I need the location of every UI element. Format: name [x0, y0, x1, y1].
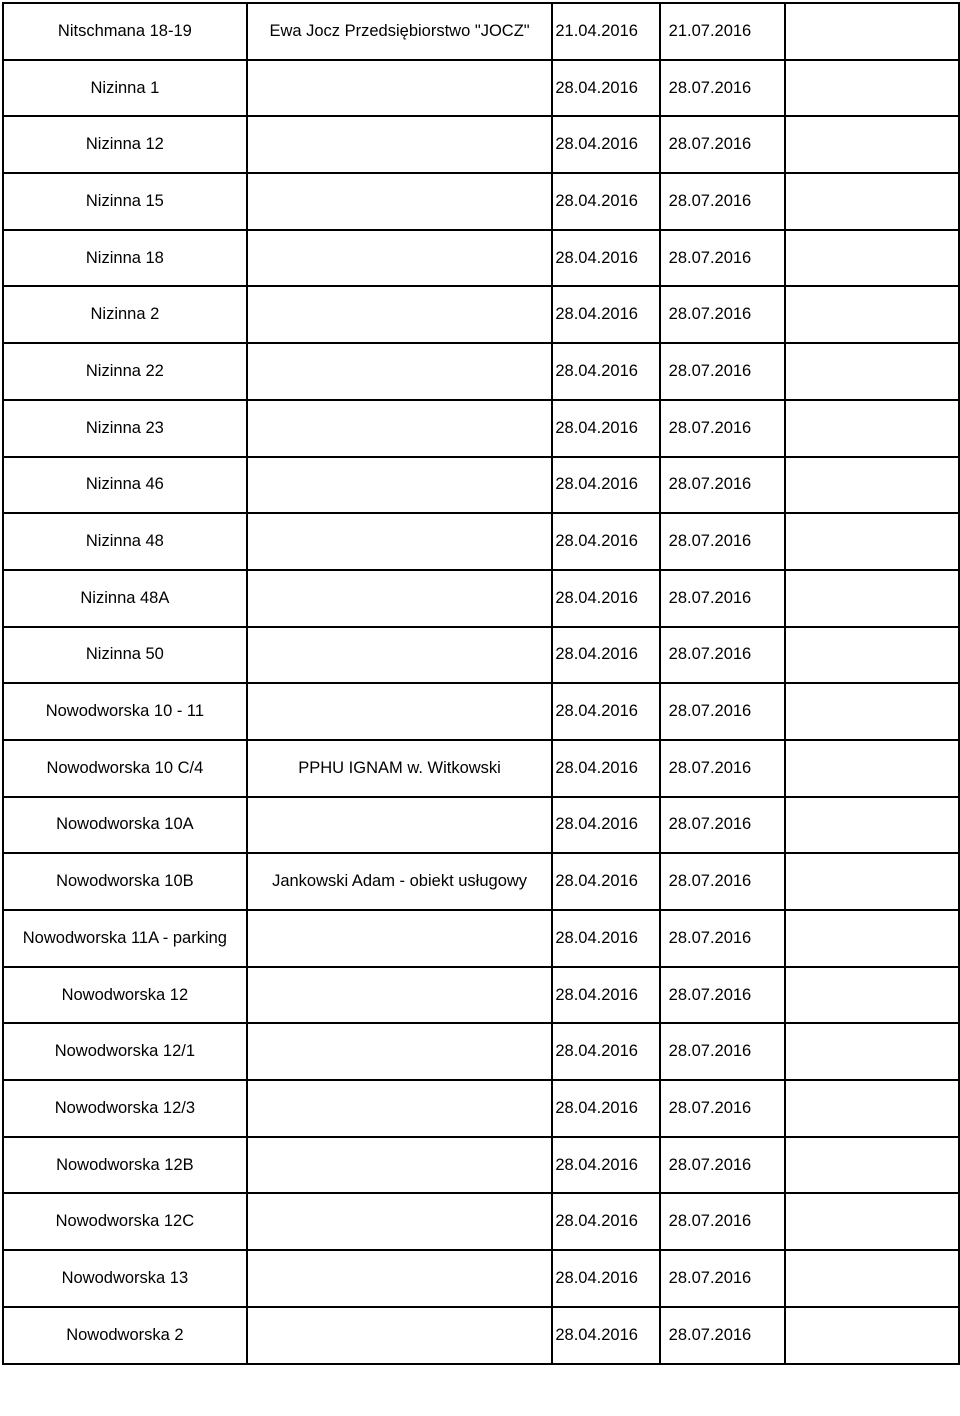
address-cell	[3, 3, 247, 60]
empty-cell	[785, 1023, 959, 1080]
start-date-cell: 28.04.2016	[552, 173, 659, 230]
table-row	[3, 853, 959, 910]
empty-cell	[785, 3, 959, 60]
start-date-cell: 28.04.2016	[552, 1023, 659, 1080]
table-row	[3, 1307, 959, 1364]
start-date-cell: 28.04.2016	[552, 230, 659, 287]
address-cell	[3, 967, 247, 1024]
address-cell	[3, 910, 247, 967]
start-date-cell: 28.04.2016	[552, 343, 659, 400]
start-date-cell: 28.04.2016	[552, 910, 659, 967]
address-text: Nizinna 15	[85, 191, 164, 210]
owner-cell	[247, 286, 553, 343]
end-date-cell: 28.07.2016	[660, 1137, 785, 1194]
table-row	[3, 400, 959, 457]
owner-cell	[247, 1137, 553, 1194]
end-date-cell: 21.07.2016	[660, 3, 785, 60]
address-text: Nowodworska 10 - 11	[45, 702, 205, 721]
empty-cell	[785, 1137, 959, 1194]
empty-cell	[785, 457, 959, 514]
table-row	[3, 230, 959, 287]
address-cell	[3, 683, 247, 740]
owner-cell	[247, 457, 553, 514]
owner-cell	[247, 400, 553, 457]
table-row	[3, 1137, 959, 1194]
table-row	[3, 343, 959, 400]
start-date-cell: 28.04.2016	[552, 570, 659, 627]
address-cell	[3, 286, 247, 343]
table-row	[3, 910, 959, 967]
address-text: Nowodworska 2	[66, 1325, 184, 1344]
empty-cell	[785, 910, 959, 967]
address-cell	[3, 343, 247, 400]
start-date-cell: 28.04.2016	[552, 286, 659, 343]
empty-cell	[785, 1193, 959, 1250]
address-cell	[3, 230, 247, 287]
start-date-cell: 28.04.2016	[552, 627, 659, 684]
end-date-cell: 28.07.2016	[660, 1080, 785, 1137]
address-text: Nowodworska 10 C/4	[46, 758, 204, 777]
empty-cell	[785, 230, 959, 287]
owner-cell	[247, 570, 553, 627]
owner-cell	[247, 1080, 553, 1137]
empty-cell	[785, 570, 959, 627]
table-row	[3, 683, 959, 740]
table-row	[3, 286, 959, 343]
address-cell	[3, 570, 247, 627]
table-row	[3, 3, 959, 60]
empty-cell	[785, 513, 959, 570]
address-text: Nizinna 22	[85, 361, 164, 380]
start-date-cell: 21.04.2016	[552, 3, 659, 60]
end-date-cell: 28.07.2016	[660, 1307, 785, 1364]
end-date-cell: 28.07.2016	[660, 910, 785, 967]
owner-cell	[247, 910, 553, 967]
address-text: Nizinna 46	[85, 475, 164, 494]
address-text: Nowodworska 10B	[56, 872, 194, 891]
table-row	[3, 797, 959, 854]
start-date-cell: 28.04.2016	[552, 1250, 659, 1307]
address-text: Nowodworska 12	[61, 985, 189, 1004]
address-text: Nizinna 50	[85, 645, 164, 664]
end-date-cell: 28.07.2016	[660, 1193, 785, 1250]
address-text: Nowodworska 10A	[56, 815, 194, 834]
empty-cell	[785, 967, 959, 1024]
owner-cell	[247, 1250, 553, 1307]
owner-cell	[247, 60, 553, 117]
empty-cell	[785, 683, 959, 740]
owner-cell	[247, 1193, 553, 1250]
owner-cell	[247, 1307, 553, 1364]
table-row	[3, 1250, 959, 1307]
address-cell	[3, 1023, 247, 1080]
owner-cell: Ewa Jocz Przedsiębiorstwo "JOCZ"	[247, 3, 553, 60]
owner-cell	[247, 116, 553, 173]
owner-cell	[247, 513, 553, 570]
address-text: Nizinna 48	[85, 532, 164, 551]
address-cell	[3, 853, 247, 910]
table-row	[3, 1193, 959, 1250]
address-text: Nowodworska 12/1	[54, 1042, 196, 1061]
address-text: Nizinna 18	[85, 248, 164, 267]
address-cell	[3, 1137, 247, 1194]
address-cell	[3, 1080, 247, 1137]
table-row	[3, 60, 959, 117]
end-date-cell: 28.07.2016	[660, 1023, 785, 1080]
table-row	[3, 627, 959, 684]
empty-cell	[785, 1080, 959, 1137]
address-text: Nizinna 23	[85, 418, 164, 437]
owner-cell	[247, 230, 553, 287]
end-date-cell: 28.07.2016	[660, 797, 785, 854]
end-date-cell: 28.07.2016	[660, 683, 785, 740]
end-date-cell: 28.07.2016	[660, 400, 785, 457]
start-date-cell: 28.04.2016	[552, 116, 659, 173]
table-row	[3, 513, 959, 570]
address-cell	[3, 116, 247, 173]
table-row	[3, 740, 959, 797]
owner-cell: Jankowski Adam - obiekt usługowy	[247, 853, 553, 910]
end-date-cell: 28.07.2016	[660, 1250, 785, 1307]
end-date-cell: 28.07.2016	[660, 513, 785, 570]
end-date-cell: 28.07.2016	[660, 627, 785, 684]
address-cell	[3, 797, 247, 854]
start-date-cell: 28.04.2016	[552, 1080, 659, 1137]
end-date-cell: 28.07.2016	[660, 967, 785, 1024]
owner-cell	[247, 173, 553, 230]
table-row	[3, 1080, 959, 1137]
address-text: Nizinna 12	[85, 135, 164, 154]
start-date-cell: 28.04.2016	[552, 1307, 659, 1364]
empty-cell	[785, 173, 959, 230]
end-date-cell: 28.07.2016	[660, 60, 785, 117]
empty-cell	[785, 400, 959, 457]
empty-cell	[785, 853, 959, 910]
address-text: Nizinna 48A	[80, 588, 170, 607]
address-text: Nitschmana 18-19	[57, 21, 192, 40]
start-date-cell: 28.04.2016	[552, 60, 659, 117]
table-row	[3, 1023, 959, 1080]
end-date-cell: 28.07.2016	[660, 343, 785, 400]
start-date-cell: 28.04.2016	[552, 1137, 659, 1194]
start-date-cell: 28.04.2016	[552, 740, 659, 797]
address-cell	[3, 1307, 247, 1364]
address-cell	[3, 60, 247, 117]
address-cell	[3, 457, 247, 514]
start-date-cell: 28.04.2016	[552, 967, 659, 1024]
start-date-cell: 28.04.2016	[552, 513, 659, 570]
owner-cell	[247, 967, 553, 1024]
owner-cell	[247, 343, 553, 400]
table-row	[3, 116, 959, 173]
empty-cell	[785, 797, 959, 854]
table-row	[3, 570, 959, 627]
address-cell	[3, 627, 247, 684]
end-date-cell: 28.07.2016	[660, 230, 785, 287]
empty-cell	[785, 1307, 959, 1364]
address-cell	[3, 513, 247, 570]
empty-cell	[785, 116, 959, 173]
end-date-cell: 28.07.2016	[660, 740, 785, 797]
end-date-cell: 28.07.2016	[660, 286, 785, 343]
schedule-table	[2, 2, 960, 1365]
table-row	[3, 173, 959, 230]
schedule-table-body	[3, 3, 959, 1364]
start-date-cell: 28.04.2016	[552, 1193, 659, 1250]
address-cell	[3, 740, 247, 797]
empty-cell	[785, 740, 959, 797]
end-date-cell: 28.07.2016	[660, 570, 785, 627]
start-date-cell: 28.04.2016	[552, 400, 659, 457]
start-date-cell: 28.04.2016	[552, 457, 659, 514]
empty-cell	[785, 343, 959, 400]
table-row	[3, 967, 959, 1024]
empty-cell	[785, 627, 959, 684]
address-text: Nowodworska 12C	[55, 1212, 195, 1231]
address-cell	[3, 1250, 247, 1307]
end-date-cell: 28.07.2016	[660, 116, 785, 173]
owner-cell	[247, 797, 553, 854]
start-date-cell: 28.04.2016	[552, 683, 659, 740]
address-cell	[3, 1193, 247, 1250]
table-row	[3, 457, 959, 514]
address-text: Nowodworska 11A - parking	[22, 928, 227, 947]
owner-cell: PPHU IGNAM w. Witkowski	[247, 740, 553, 797]
empty-cell	[785, 286, 959, 343]
empty-cell	[785, 1250, 959, 1307]
end-date-cell: 28.07.2016	[660, 853, 785, 910]
end-date-cell: 28.07.2016	[660, 457, 785, 514]
address-text: Nizinna 2	[90, 305, 160, 324]
owner-cell	[247, 627, 553, 684]
address-text: Nizinna 1	[90, 78, 160, 97]
start-date-cell: 28.04.2016	[552, 797, 659, 854]
address-text: Nowodworska 12/3	[54, 1098, 196, 1117]
address-cell	[3, 400, 247, 457]
end-date-cell: 28.07.2016	[660, 173, 785, 230]
address-text: Nowodworska 13	[61, 1268, 189, 1287]
address-text: Nowodworska 12B	[56, 1155, 194, 1174]
empty-cell	[785, 60, 959, 117]
address-cell	[3, 173, 247, 230]
owner-cell	[247, 683, 553, 740]
start-date-cell: 28.04.2016	[552, 853, 659, 910]
owner-cell	[247, 1023, 553, 1080]
